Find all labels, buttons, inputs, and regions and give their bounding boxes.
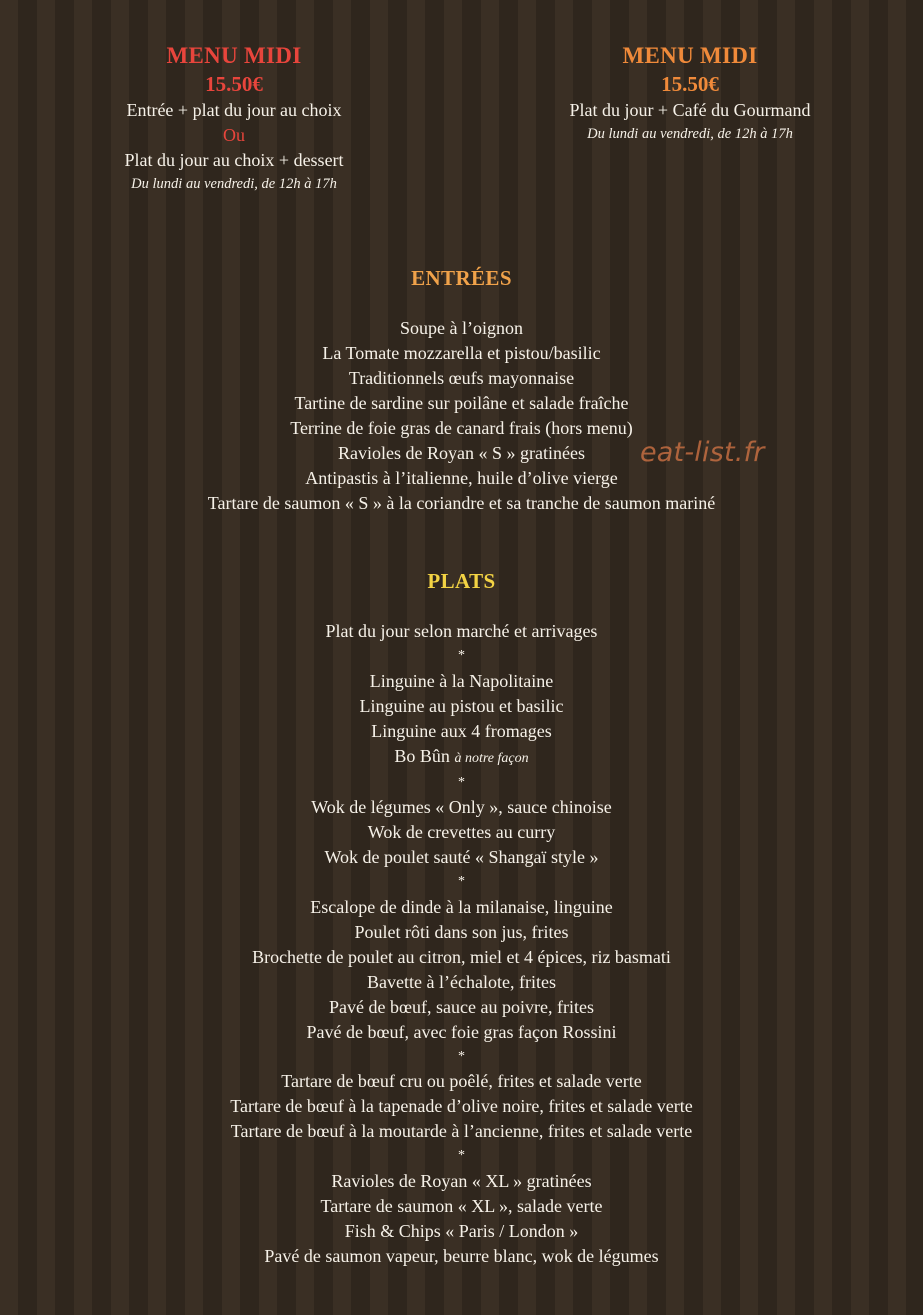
plat-item: Fish & Chips « Paris / London » — [344, 1220, 579, 1241]
menu-left-hours: Du lundi au vendredi, de 12h à 17h — [131, 176, 337, 192]
entree-item: Tartine de sardine sur poilâne et salade fraîche — [294, 393, 629, 413]
menu-left-or: Ou — [223, 125, 245, 145]
plat-item: Wok de poulet sauté « Shangaï style » — [324, 847, 599, 868]
plat-item: Tartare de bœuf à la tapenade d’olive noire, frites et salade verte — [230, 1096, 693, 1117]
plat-item: Pavé de saumon vapeur, beurre blanc, wok de légumes — [264, 1245, 659, 1266]
plat-item: Tartare de bœuf cru ou poêlé, frites et salade verte — [281, 1071, 642, 1092]
plat-item-bobun — [0, 744, 923, 771]
plat-item: Pavé de bœuf, sauce au poivre, frites — [329, 996, 594, 1017]
menu-right-price: 15.50€ — [661, 72, 719, 96]
menu-left-price: 15.50€ — [205, 72, 263, 96]
watermark-logo: eat-list.fr — [640, 437, 765, 468]
separator-star: * — [458, 1048, 465, 1064]
menu-midi-right — [530, 42, 850, 145]
menu-right-line1: Plat du jour + Café du Gourmand — [569, 100, 811, 120]
menu-midi-left — [84, 42, 384, 195]
separator-star: * — [458, 774, 465, 790]
entree-item: Traditionnels œufs mayonnaise — [348, 368, 575, 388]
plats-title: PLATS — [427, 569, 496, 593]
entrees-title: ENTRÉES — [411, 266, 512, 290]
menu-left-line2: Plat du jour au choix + dessert — [124, 150, 344, 170]
entree-item: La Tomate mozzarella et pistou/basilic — [322, 343, 601, 363]
menu-left-line1: Entrée + plat du jour au choix — [126, 100, 342, 120]
plat-item: Brochette de poulet au citron, miel et 4 épices, riz basmati — [252, 946, 671, 967]
plat-item: Escalope de dinde à la milanaise, linguine — [310, 896, 613, 917]
plat-item: Wok de crevettes au curry — [367, 822, 556, 843]
plat-item: Pavé de bœuf, avec foie gras façon Rossini — [306, 1021, 617, 1042]
entree-item: Terrine de foie gras de canard frais (hors menu) — [290, 418, 633, 438]
plat-item: Wok de légumes « Only », sauce chinoise — [311, 797, 612, 818]
entree-item: Tartare de saumon « S » à la coriandre et sa tranche de saumon mariné — [207, 493, 716, 513]
entrees-list — [0, 316, 923, 516]
plat-item: Linguine au pistou et basilic — [359, 695, 564, 716]
plat-item-name: Bo Bûn — [394, 745, 450, 766]
plats-list — [0, 619, 923, 1269]
menu-left-title: MENU MIDI — [166, 43, 302, 68]
plat-item: Plat du jour selon marché et arrivages — [325, 621, 598, 641]
entree-item: Soupe à l’oignon — [400, 318, 523, 338]
plat-item: Ravioles de Royan « XL » gratinées — [331, 1170, 592, 1191]
menu-right-title: MENU MIDI — [622, 43, 758, 68]
separator-star: * — [458, 1148, 465, 1164]
plat-item: Tartare de saumon « XL », salade verte — [320, 1195, 603, 1216]
plat-item: Poulet rôti dans son jus, frites — [354, 921, 569, 942]
separator-star: * — [458, 874, 465, 890]
plat-item: Tartare de bœuf à la moutarde à l’ancienne, frites et salade verte — [230, 1121, 693, 1142]
menu-right-hours: Du lundi au vendredi, de 12h à 17h — [587, 126, 793, 142]
entree-item: Ravioles de Royan « S » gratinées — [338, 443, 585, 463]
plat-item: Linguine à la Napolitaine — [369, 670, 554, 691]
plat-item: Bavette à l’échalote, frites — [367, 971, 556, 992]
plat-item-note: à notre façon — [454, 750, 529, 766]
plat-item: Linguine aux 4 fromages — [371, 720, 552, 741]
separator-star: * — [458, 648, 465, 663]
entree-item: Antipastis à l’italienne, huile d’olive vierge — [305, 468, 618, 488]
